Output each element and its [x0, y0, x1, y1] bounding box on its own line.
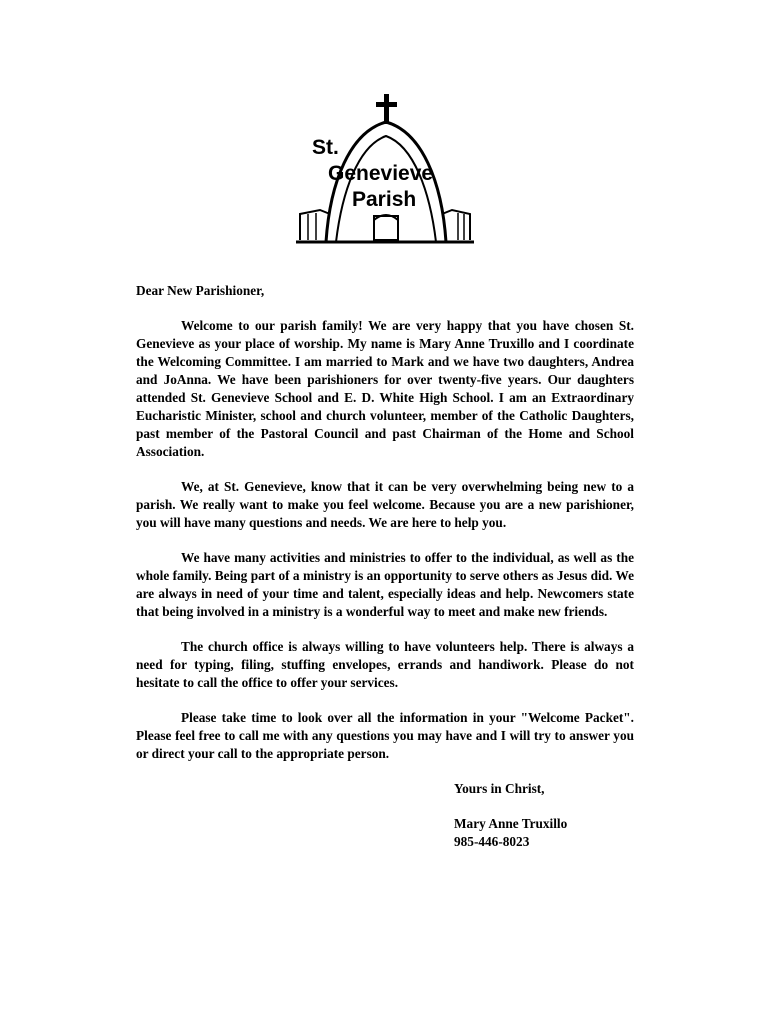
parish-logo [290, 92, 478, 246]
salutation: Dear New Parishioner, [136, 283, 265, 298]
letter-paragraph-5: Please take time to look over all the information in your "Welcome Packet". Please feel free to call me with any questions you may have and I will try to answer you or direct your call to the appropriate person. [136, 710, 634, 761]
closing-line: Yours in Christ, [454, 781, 545, 796]
letter-paragraph-2: We, at St. Genevieve, know that it can be very overwhelming being new to a parish. We really want to make you feel welcome. Because you are a new parishioner, you will have many questions and needs. We are here to help you. [136, 479, 634, 530]
logo-line-3: Parish [352, 188, 417, 211]
letter-paragraph-3: We have many activities and ministries to offer to the individual, as well as the whole family. Being part of a ministry is an opportunity to serve others as Jesus did. We are always in need of your time and talent, especially ideas and help. Newcomers state that being involved in a ministry is a wonderful way to meet and make new friends. [136, 550, 634, 619]
church-logo-icon [290, 92, 478, 246]
church-door [374, 216, 398, 240]
letter-paragraph-1: Welcome to our parish family! We are very happy that you have chosen St. Genevieve as your place of worship. My name is Mary Anne Truxillo and I coordinate the Welcoming Committee. I am married to Mark and we have two daughters, Andrea and JoAnna. We have been parishioners for over twenty-five years. Our daughters attended St. Genevieve School and E. D. White High School. I am an Extraordinary Eucharistic Minister, school and church volunteer, member of the Catholic Daughters, past member of the Pastoral Council and past Chairman of the Home and School Association. [136, 318, 634, 459]
cross-horizontal [376, 102, 397, 107]
welcome-letter [136, 282, 634, 851]
closing-block [454, 780, 634, 851]
logo-line-2: Genevieve [328, 162, 434, 185]
letter-paragraph-4: The church office is always willing to have volunteers help. There is always a need for typing, filing, stuffing envelopes, errands and handiwork. Please do not hesitate to call the office to offer your services. [136, 639, 634, 690]
signature-phone: 985-446-8023 [454, 834, 530, 849]
logo-line-1: St. [312, 136, 339, 159]
cross-vertical [384, 94, 389, 124]
signature-name: Mary Anne Truxillo [454, 816, 568, 831]
